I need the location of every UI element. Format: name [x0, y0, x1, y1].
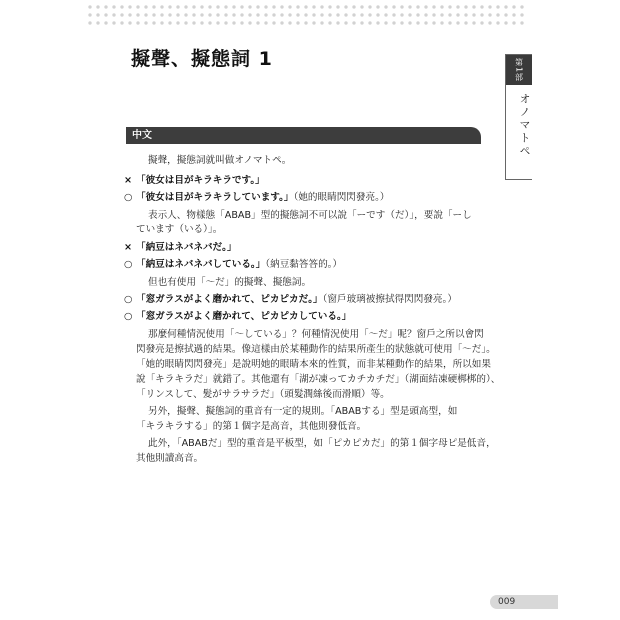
dotted-header-pattern	[86, 3, 526, 27]
translation-text: （納豆黏答答的。）	[265, 259, 343, 270]
example-line	[124, 311, 351, 323]
wrong-mark: ×	[124, 175, 133, 186]
text-line: 其他則讀高音。	[136, 453, 204, 464]
translation-text: （她的眼睛閃閃發亮。）	[293, 192, 390, 203]
text-line: 說「キラキラだ」就錯了。其他還有「湖が凍ってカチカチだ」（湖面結凍硬梆梆的）、	[136, 374, 501, 385]
text-line: 「リンスして、髪がサラサラだ」（頭髮潤絲後而滑順）等。	[136, 389, 390, 400]
correct-mark: ○	[124, 294, 133, 305]
text-line: 「キラキラする」的第１個字是高音，其他則發低音。	[136, 421, 367, 432]
side-tab-word: オノマトペ	[518, 93, 531, 158]
side-tab-part: 第1部	[506, 55, 532, 85]
example-line	[124, 242, 237, 254]
example-line	[124, 259, 342, 271]
wrong-mark: ×	[124, 242, 133, 253]
example-text: 「納豆はネバネバだ。」	[136, 242, 237, 253]
correct-mark: ○	[124, 192, 133, 203]
example-line	[124, 175, 265, 187]
text-line: 此外，「ABABだ」型的重音是平板型，如「ピカピカだ」的第１個字母ピ是低音，	[148, 438, 496, 449]
example-text: 「窓ガラスがよく磨かれて、ピカピカしている。」	[136, 311, 352, 322]
side-tab	[505, 54, 532, 180]
translation-text: （窗戶玻璃被擦拭得閃閃發亮。）	[322, 294, 457, 305]
text-line: 表示人、物樣態「ABAB」型的擬態詞不可以說「ーです（だ）」，要說「ーし	[148, 210, 472, 221]
page-title: 擬聲、擬態詞 1	[131, 48, 273, 70]
text-line: 另外，擬聲、擬態詞的重音有一定的規則。「ABABする」型是頭高型，如	[148, 406, 458, 417]
text-line: 閃發亮是擦拭過的結果。像這樣由於某種動作的結果所產生的狀態就可使用「～だ」。	[136, 344, 496, 355]
example-text: 「彼女は目がキラキラしています。」	[136, 192, 294, 203]
section-label: 中文	[126, 127, 481, 144]
example-line	[124, 192, 389, 204]
example-line	[124, 294, 457, 306]
text-line: 但也有使用「～だ」的擬聲、擬態詞。	[148, 277, 312, 288]
page-number: 009	[490, 595, 558, 609]
text-line: 「她的眼睛閃閃發亮」是說明她的眼睛本來的性質，而非某種動作的結果，所以如果	[136, 359, 491, 370]
text-line: 擬聲，擬態詞就叫做オノマトペ。	[148, 155, 292, 166]
example-text: 「彼女は目がキラキラです。」	[136, 175, 265, 186]
example-text: 「納豆はネバネバしている。」	[136, 259, 266, 270]
text-line: ています（いる）」。	[136, 224, 223, 235]
example-text: 「窓ガラスがよく磨かれて、ピカピカだ。」	[136, 294, 323, 305]
text-line: 那麼何種情況使用「～している」？何種情況使用「～だ」呢？窗戶之所以會閃	[148, 329, 484, 340]
correct-mark: ○	[124, 259, 133, 270]
correct-mark: ○	[124, 311, 133, 322]
